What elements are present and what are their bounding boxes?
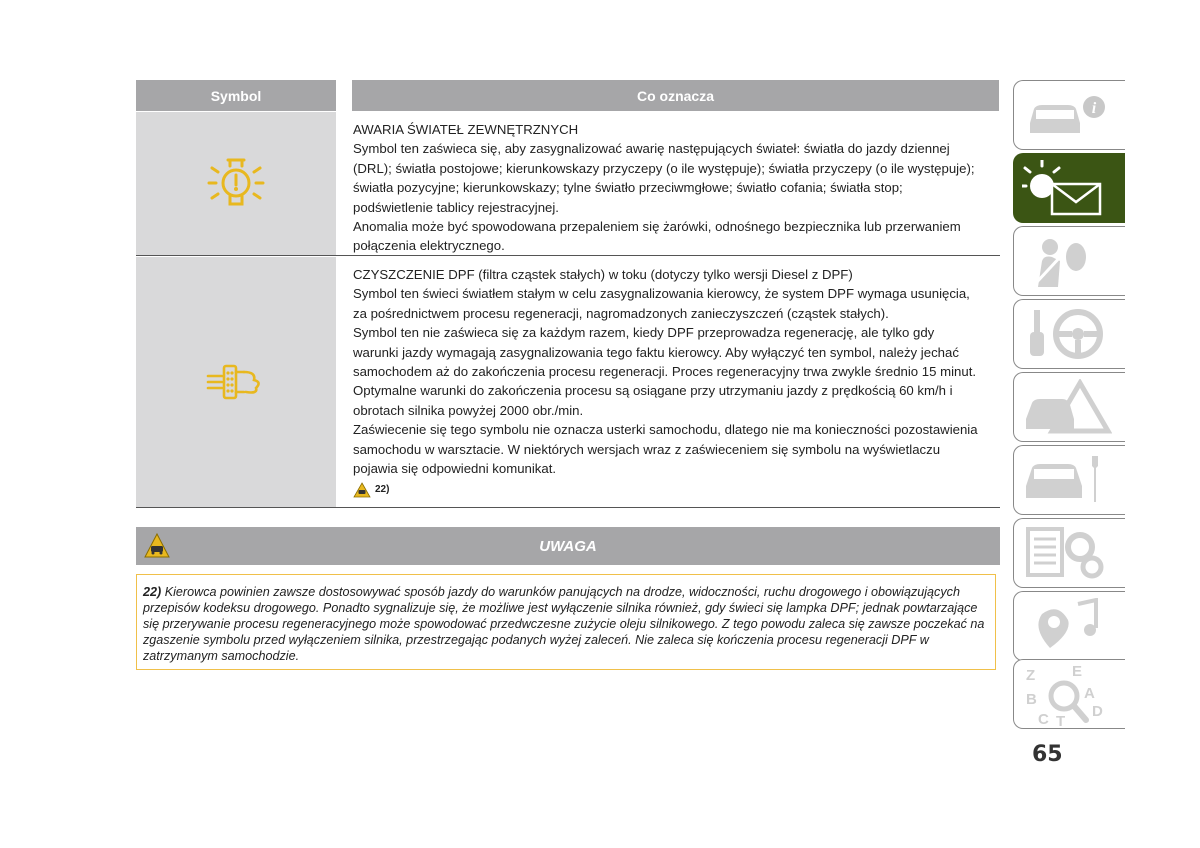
text-line: światła pozycyjne; kierunkowskazy; tylne światło przeciwmgłowe; światło cofania; światła stop; (353, 180, 903, 196)
text-line: Symbol ten nie zaświeca się za każdym razem, kiedy DPF przeprowadza regenerację, ale tylko gdy (353, 325, 935, 341)
table-row (136, 257, 1000, 508)
index-letter: B (1026, 691, 1037, 708)
note-reference[interactable] (353, 480, 1000, 499)
exterior-light-fault-icon (206, 156, 266, 212)
tab-car-info[interactable] (1013, 80, 1125, 150)
tab-safety[interactable] (1013, 226, 1125, 296)
emergency-icon (1022, 379, 1112, 435)
warning-lights-messages-icon (1022, 160, 1112, 220)
safety-airbag-icon (1022, 233, 1112, 289)
index-icon (1022, 666, 1112, 728)
note-number: 22) (143, 585, 162, 599)
text-line: Symbol ten świeci światłem stałym w celu zasygnalizowania kierowcy, że system DPF wymaga usunięcia, (353, 286, 970, 302)
warning-triangle-icon (353, 482, 371, 498)
car-info-icon (1022, 87, 1112, 143)
tab-emergency[interactable] (1013, 372, 1125, 442)
text-line: pojawia się odpowiedni komunikat. (353, 461, 557, 477)
index-letter: C (1038, 711, 1049, 728)
text-line: obrotach silnika powyżej 2000 obr./min. (353, 402, 584, 418)
text-line: samochodem aż do zakończenia procesu regeneracji. Proces regeneracyjny trwa zwykle średnio 15 minut. (353, 364, 977, 380)
page-number: 65 (1032, 742, 1063, 767)
tab-warning-lights[interactable] (1013, 153, 1125, 223)
row-title: CZYSZCZENIE DPF (filtra cząstek stałych) w toku (dotyczy tylko wersji Diesel z DPF) (353, 267, 853, 282)
tab-starting-driving[interactable] (1013, 299, 1125, 369)
header-symbol: Symbol (136, 80, 336, 111)
text-line: Zaświecenie się tego symbolu nie oznacza usterki samochodu, dlatego nie ma konieczności pozostawienia (353, 422, 978, 438)
tab-multimedia[interactable] (1013, 591, 1125, 661)
text-line: podświetlenie tablicy rejestracyjnej. (353, 199, 559, 215)
warning-header (136, 527, 1000, 565)
text-line: Symbol ten zaświeca się, aby zasygnalizować awarię następujących świateł: światła do jazdy dziennej (353, 141, 950, 157)
meaning-cell (353, 112, 1000, 255)
tab-index[interactable] (1013, 659, 1125, 729)
technical-data-icon (1022, 525, 1112, 581)
warning-note (136, 574, 996, 670)
note-reference-number: 22) (375, 484, 390, 496)
index-letter: D (1092, 703, 1103, 720)
meaning-cell (353, 257, 1000, 507)
text-line: Anomalia może być spowodowana przepaleniem się żarówki, odnośnego bezpiecznika lub przerwaniem (353, 219, 961, 235)
text-line: warunki jazdy wymagają zasygnalizowania tego faktu kierowcy. Aby wyłączyć ten symbol, należy jechać (353, 344, 959, 360)
index-letter: A (1084, 685, 1095, 702)
index-letter: E (1072, 666, 1083, 680)
warning-title: UWAGA (539, 537, 597, 555)
dpf-cleaning-icon (206, 360, 266, 404)
table-row (136, 112, 1000, 256)
text-line: Optymalne warunki do zakończenia procesu są osiągane przy utrzymaniu jazdy z prędkością 60 km/h i (353, 383, 953, 399)
text-line: połączenia elektrycznego. (353, 238, 505, 254)
index-letter: T (1056, 713, 1066, 728)
text-line: (DRL); światła postojowe; kierunkowskazy przyczepy (o ile występuje); światła przyczepy (o ile występuje); (353, 160, 975, 176)
tab-technical-data[interactable] (1013, 518, 1125, 588)
multimedia-icon (1022, 598, 1112, 654)
symbol-cell (136, 112, 336, 255)
tab-maintenance[interactable] (1013, 445, 1125, 515)
row-title: AWARIA ŚWIATEŁ ZEWNĘTRZNYCH (353, 122, 579, 137)
starting-driving-icon (1022, 306, 1112, 362)
text-line: za pośrednictwem procesu regeneracji, nagromadzonych zanieczyszczeń (cząstek stałych). (353, 305, 889, 321)
symbol-cell (136, 257, 336, 507)
note-text: Kierowca powinien zawsze dostosowywać sposób jazdy do warunków panujących na drodze, widoczności, ruchu drogowego i obowiązujących przepisów kodeksu drogowego. Ponadto sygnalizuje się, że możliwe jest wyłączenie silnika również, gdy świeci się lampka DPF; jednak powtarzające się przerywanie procesu regeneracyjnego może spowodować przedwczesne zużycie oleju silnikowego. Z tego powodu zaleca się zawsze poczekać na zgaszenie symbolu przed wyłączeniem silnika, przestrzegając podanych wyżej zaleceń. Nie zaleca się kończenia procesu regeneracji DPF w zatrzymanym samochodzie. (143, 585, 985, 663)
text-line: samochodu w warsztacie. W niektórych wersjach wraz z zaświeceniem się symbolu na wyświetlaczu (353, 441, 941, 457)
index-letter: Z (1026, 667, 1036, 684)
header-meaning: Co oznacza (352, 80, 999, 111)
maintenance-icon (1022, 452, 1112, 508)
svg-text:i: i (1091, 100, 1097, 117)
